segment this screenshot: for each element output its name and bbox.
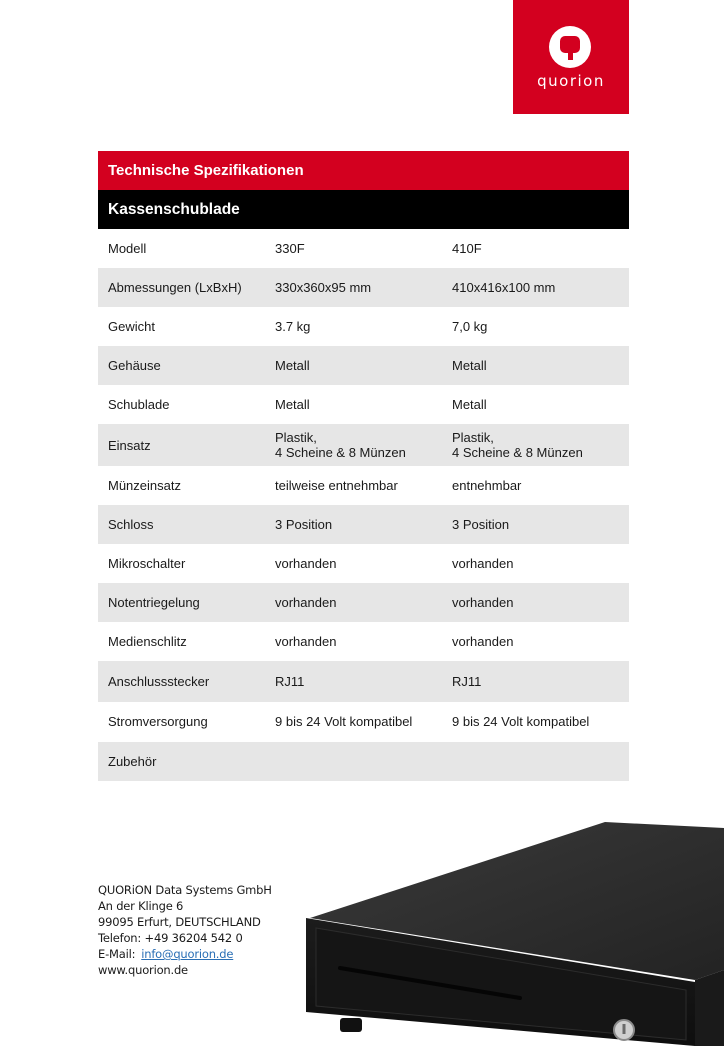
row-label: Stromversorgung: [108, 714, 208, 730]
value-410f: Metall: [452, 397, 487, 412]
value-330f: teilweise entnehmbar: [275, 478, 398, 493]
table-row-stromversorgung: [98, 702, 629, 743]
spec-title: Technische Spezifikationen: [98, 151, 629, 190]
quorion-q-icon: [549, 26, 591, 68]
value-410f: Metall: [452, 358, 487, 373]
drawer-foot: [340, 1018, 362, 1032]
value-410f: 7,0 kg: [452, 319, 488, 334]
value-330f: vorhanden: [275, 595, 337, 610]
email-line: [98, 946, 272, 962]
value-330f: Metall: [275, 358, 310, 373]
row-label: Anschlussstecker: [108, 673, 210, 689]
table-row-muenzeinsatz: [98, 466, 629, 505]
value-line: Plastik,: [452, 430, 494, 445]
table-row-mikroschalter: [98, 544, 629, 583]
value-410f: 410x416x100 mm: [452, 280, 556, 295]
row-label: Münzeinsatz: [108, 478, 181, 493]
value-410f: 9 bis 24 Volt kompatibel: [452, 714, 590, 730]
table-row-notentriegelung: [98, 583, 629, 622]
table-row-gewicht: [98, 307, 629, 346]
table-row-medienschlitz: [98, 622, 629, 661]
value-330f: 330F: [275, 241, 305, 256]
value-330f: RJ11: [275, 673, 305, 689]
row-label: Gewicht: [108, 319, 155, 334]
table-row-einsatz: [98, 424, 629, 466]
value-line: 4 Scheine & 8 Münzen: [275, 445, 406, 460]
spec-subtitle: Kassenschublade: [98, 190, 629, 229]
row-label: Mikroschalter: [108, 556, 186, 571]
spec-table: [98, 151, 629, 781]
value-410f: vorhanden: [452, 595, 514, 610]
table-row-schublade: [98, 385, 629, 424]
row-label: Abmessungen (LxBxH): [108, 280, 242, 295]
table-row-abmessungen: [98, 268, 629, 307]
website[interactable]: www.quorion.de: [98, 963, 188, 977]
email-link[interactable]: info@quorion.de: [141, 947, 234, 961]
value-330f: vorhanden: [275, 634, 337, 649]
row-label: Modell: [108, 241, 147, 256]
value-410f: entnehmbar: [452, 478, 522, 493]
drawer-side: [695, 970, 724, 1046]
table-row-modell: [98, 229, 629, 268]
row-label: Notentriegelung: [108, 595, 200, 610]
row-label: Einsatz: [108, 437, 151, 453]
quorion-logo: [513, 0, 629, 114]
value-410f: 3 Position: [452, 517, 510, 532]
row-label: Schublade: [108, 397, 170, 412]
table-row-schloss: [98, 505, 629, 544]
value-330f: 9 bis 24 Volt kompatibel: [275, 714, 413, 730]
company-name: QUORiON Data Systems GmbH: [98, 883, 272, 897]
value-330f: vorhanden: [275, 556, 337, 571]
logo-wordmark: quorion: [537, 72, 605, 90]
phone: Telefon: +49 36204 542 0: [98, 931, 243, 945]
street: An der Klinge 6: [98, 899, 184, 913]
city: 99095 Erfurt, DEUTSCHLAND: [98, 915, 261, 929]
email-label: E-Mail:: [98, 947, 136, 961]
value-330f: 330x360x95 mm: [275, 280, 372, 295]
table-row-anschlussstecker: [98, 661, 629, 702]
value-330f: 3 Position: [275, 517, 333, 532]
value-410f: [452, 430, 629, 460]
row-label: Schloss: [108, 517, 154, 532]
value-330f: 3.7 kg: [275, 319, 311, 334]
value-line: 4 Scheine & 8 Münzen: [452, 445, 583, 460]
row-label: Zubehör: [108, 754, 157, 769]
value-330f: Metall: [275, 397, 310, 412]
value-410f: vorhanden: [452, 556, 514, 571]
cash-drawer-image: [300, 820, 724, 1046]
table-row-zubehoer: [98, 742, 629, 781]
row-label: Medienschlitz: [108, 634, 187, 649]
value-410f: RJ11: [452, 673, 482, 689]
value-410f: 410F: [452, 241, 482, 256]
row-label: Gehäuse: [108, 358, 161, 373]
value-330f: [275, 430, 452, 460]
value-410f: vorhanden: [452, 634, 514, 649]
table-row-gehaeuse: [98, 346, 629, 385]
value-line: Plastik,: [275, 430, 317, 445]
contact-block: [98, 882, 272, 978]
